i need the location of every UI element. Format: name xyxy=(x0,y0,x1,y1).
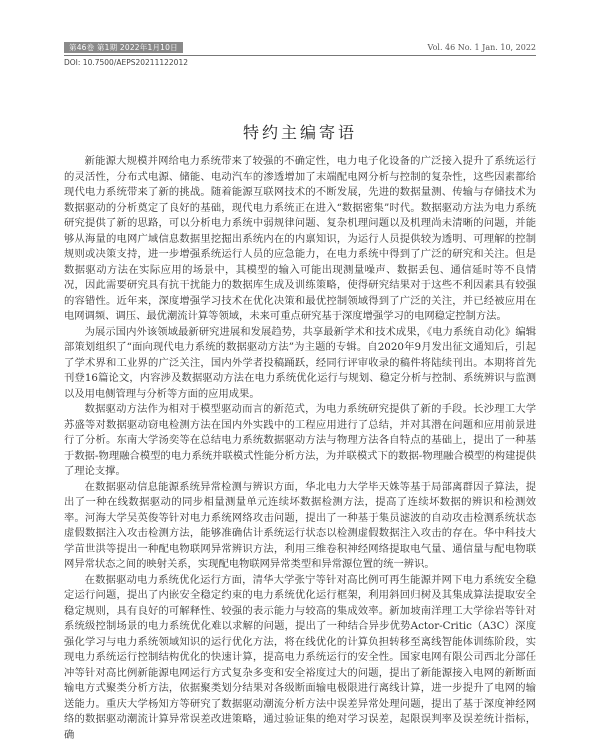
doi-text: DOI: 10.7500/AEPS20211122012 xyxy=(64,57,188,68)
page-header xyxy=(64,42,536,54)
header-divider xyxy=(64,55,536,56)
paragraph: 在数据驱动电力系统优化运行方面，清华大学张宁等针对高比例可再生能源并网下电力系统安全稳定运行问题，提出了内嵌安全稳定约束的电力系统优化运行框架，利用斜回归树及其集成算法提取安全稳定规则，具有良好的可解释性、较强的表示能力与较高的集成效率。新加坡南洋理工大学徐岩等针对系统级控制场景的电力系统优化难以求解的问题，提出了一种结合异步优势Actor-Critic（A3C）深度强化学习与电力系统领域知识的运行优化方法，将在线优化的计算负担转移至离线智能体训练阶段，实现电力系统运行控制结构优化的快速计算，提高电力系统运行的安全性。国家电网有限公司西北分部任冲等针对高比例新能源电网运行方式复杂多变和安全裕度过大的问题，提出了新能源接入电网的新断面输电方式聚类分析方法，依据聚类划分结果对各级断面输电极限进行离线计算，进一步提升了电网的输送能力。重庆大学杨知方等研究了数据驱动潮流分析方法中误差异常处理问题，提出了基于深度神经网络的数据驱动潮流计算异常误差改进策略，通过验证集的绝对学习误差，起限误判率及误差统计指标，确 xyxy=(64,573,536,743)
issue-badge: 第46卷 第1期 2022年1月10日 xyxy=(64,42,183,53)
paragraph: 新能源大规模并网给电力系统带来了较强的不确定性，电力电子化设备的广泛接入提升了系统运行的灵活性，分布式电源、储能、电动汽车的渗透增加了末端配电网分析与控制的复杂性，这些因素都给现代电力系统带来了新的挑战。随着能源互联网技术的不断发展，先进的数据量测、传输与存储技术为数据驱动的分析奠定了良好的基础，现代电力系统正在进入“数据密集”时代。数据驱动方法为电力系统研究提供了新的思路，可以分析电力系统中弱规律问题、复杂机理问题以及机理尚未清晰的问题，并能够从海量的电网广域信息数据里挖掘出系统内在的内禀知识，为运行人员提供较为透明、可理解的控制规则或决策支持，进一步增强系统运行人员的应急能力，在电力系统中得到了广泛的研究和关注。但是数据驱动方法在实际应用的场景中，其模型的输入可能出现测量噪声、数据丢包、通信延时等不良情况，因此需要研究具有抗干扰能力的数据库生成及训练策略，使得研究结果对于这些不利因素具有较强的容错性。近年来，深度增强学习技术在优化决策和最优控制领域得到了广泛的关注，并已经被应用在电网调频、调压、最优潮流计算等领域，未来可重点研究基于深度增强学习的电网稳定控制方法。 xyxy=(64,154,536,325)
article-body xyxy=(64,154,536,743)
paragraph: 数据驱动方法作为相对于模型驱动而言的新范式，为电力系统研究提供了新的手段。长沙理工大学苏盛等对数据驱动窃电检测方法在国内外实践中的工程应用进行了总结，并对其潜在问题和应用前景进行了分析。东南大学汤奕等在总结电力系统数据驱动方法与物理方法各自特点的基础上，提出了一种基于数据-物理融合模型的电力系统并联模式性能分析方法，为并联模式下的数据-物理融合模型的构建提供了理论支撑。 xyxy=(64,402,536,480)
page-title: 特约主编寄语 xyxy=(0,120,600,143)
paragraph: 为展示国内外该领域最新研究进展和发展趋势，共享最新学术和技术成果，《电力系统自动化》编辑部策划组织了“面向现代电力系统的数据驱动方法”为主题的专辑。自2020年9月发出征文通知后，引起了学术界和工业界的广泛关注，国内外学者投稿踊跃，经同行评审收录的稿件将陆续刊出。本期将首先刊登16篇论文，内容涉及数据驱动方法在电力系统优化运行与规划、稳定分析与控制、系统辨识与监测以及用电侧管理与分析等方面的应用成果。 xyxy=(64,325,536,403)
paragraph: 在数据驱动信息能源系统异常检测与辨识方面，华北电力大学毕天姝等基于局部离群因子算法，提出了一种在线数据驱动的同步相量测量单元连续坏数据检测方法，提高了连续坏数据的辨识和检测效率。河海大学吴英俊等针对电力系统网络攻击问题，提出了一种基于集员滤波的自动攻击检测系统状态虚假数据注入攻击检测方法，能够准确估计系统运行状态以检测虚假数据注入攻击的存在。华中科技大学苗世洪等提出一种配电物联网异常辨识方法，利用三维卷积神经网络提取电气量、通信量与配电物联网异常状态之间的映射关系，实现配电物联网异常类型和异常源位置的统一辨识。 xyxy=(64,480,536,573)
volume-info: Vol. 46 No. 1 Jan. 10, 2022 xyxy=(428,42,536,53)
